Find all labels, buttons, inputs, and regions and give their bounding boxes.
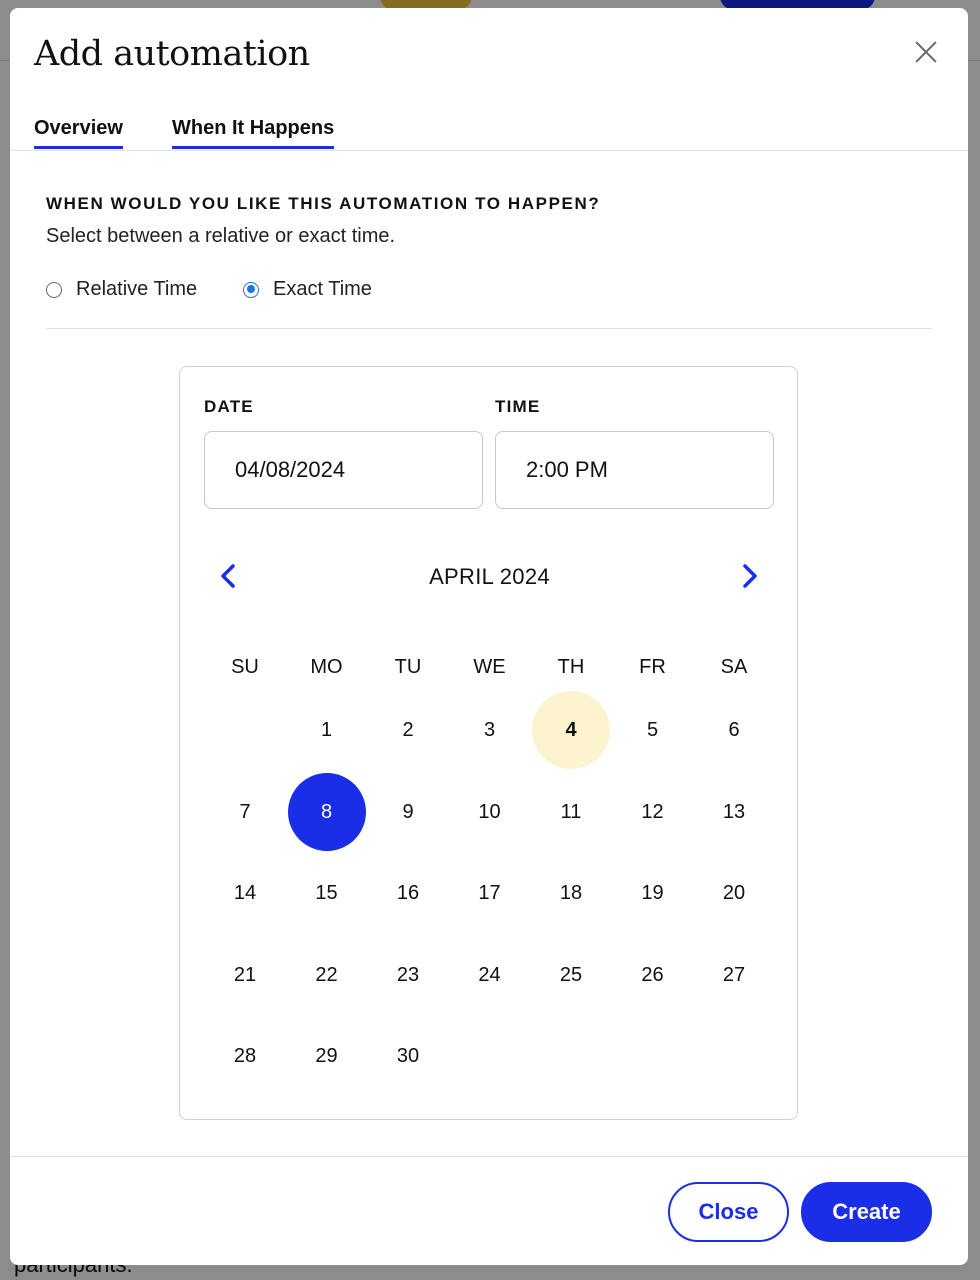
relative-time-label: Relative Time (76, 278, 198, 300)
date-label: DATE (204, 397, 254, 416)
calendar-day-13[interactable]: 13 (722, 800, 746, 823)
calendar-day-25[interactable]: 25 (559, 963, 583, 986)
weekday-we: WE (473, 656, 506, 678)
calendar-day-22[interactable]: 22 (315, 963, 338, 986)
section-description: Select between a relative or exact time. (46, 225, 396, 247)
date-input[interactable]: 04/08/2024 (204, 431, 483, 509)
add-automation-modal (10, 8, 968, 1265)
weekday-fr: FR (639, 656, 666, 678)
time-input[interactable]: 2:00 PM (495, 431, 774, 509)
calendar-day-12[interactable]: 12 (641, 800, 664, 823)
tab-overview[interactable]: Overview (34, 117, 123, 149)
calendar-day-20[interactable]: 20 (722, 882, 746, 904)
calendar-day-16[interactable]: 16 (396, 882, 420, 904)
calendar-day-17[interactable]: 17 (478, 882, 501, 904)
calendar-day-4[interactable]: 4 (532, 691, 610, 769)
modal-title: Add automation (34, 34, 310, 74)
footer-divider (10, 1156, 968, 1157)
calendar-day-19[interactable]: 19 (641, 882, 664, 904)
weekday-tu: TU (394, 656, 422, 678)
calendar-day-1[interactable]: 1 (320, 719, 333, 741)
divider (46, 328, 932, 329)
calendar-day-7[interactable]: 7 (239, 800, 251, 823)
calendar-day-10[interactable]: 10 (478, 800, 501, 823)
calendar-day-14[interactable]: 14 (233, 882, 257, 904)
close-button[interactable]: Close (668, 1182, 789, 1242)
calendar-day-11[interactable]: 11 (560, 800, 582, 823)
weekday-th: TH (557, 656, 585, 678)
time-label: TIME (495, 397, 541, 416)
exact-time-option[interactable] (243, 278, 372, 301)
relative-time-option[interactable] (46, 278, 197, 301)
calendar-day-15[interactable]: 15 (315, 882, 338, 904)
calendar-day-18[interactable]: 18 (559, 882, 583, 904)
calendar-day-8[interactable]: 8 (288, 773, 366, 851)
tab-when-it-happens[interactable]: When It Happens (172, 117, 334, 149)
calendar-day-23[interactable]: 23 (396, 963, 420, 986)
calendar-day-3[interactable]: 3 (483, 719, 496, 741)
exact-time-radio[interactable] (243, 282, 259, 298)
weekday-sa: SA (720, 656, 748, 678)
calendar-day-27[interactable]: 27 (722, 963, 746, 986)
relative-time-radio[interactable] (46, 282, 62, 298)
calendar-day-9[interactable]: 9 (402, 800, 414, 823)
calendar-day-2[interactable]: 2 (402, 719, 414, 741)
chevron-right-icon[interactable] (734, 561, 764, 591)
calendar-day-6[interactable]: 6 (728, 719, 740, 741)
calendar-day-26[interactable]: 26 (641, 963, 664, 986)
weekday-mo: MO (310, 656, 343, 678)
calendar-day-5[interactable]: 5 (646, 719, 659, 741)
close-icon[interactable] (912, 38, 940, 66)
create-button[interactable]: Create (801, 1182, 932, 1242)
weekday-su: SU (231, 656, 259, 678)
calendar-day-24[interactable]: 24 (478, 963, 501, 986)
calendar-day-21[interactable]: 21 (233, 963, 257, 986)
calendar-day-30[interactable]: 30 (396, 1045, 420, 1067)
calendar-day-29[interactable]: 29 (315, 1045, 338, 1067)
date-time-picker (179, 366, 798, 1120)
month-title: APRIL 2024 (429, 564, 550, 589)
section-heading: WHEN WOULD YOU LIKE THIS AUTOMATION TO HAPPEN? (46, 194, 601, 213)
exact-time-label: Exact Time (273, 278, 372, 300)
calendar-day-28[interactable]: 28 (233, 1045, 257, 1067)
tab-bar (10, 112, 968, 151)
